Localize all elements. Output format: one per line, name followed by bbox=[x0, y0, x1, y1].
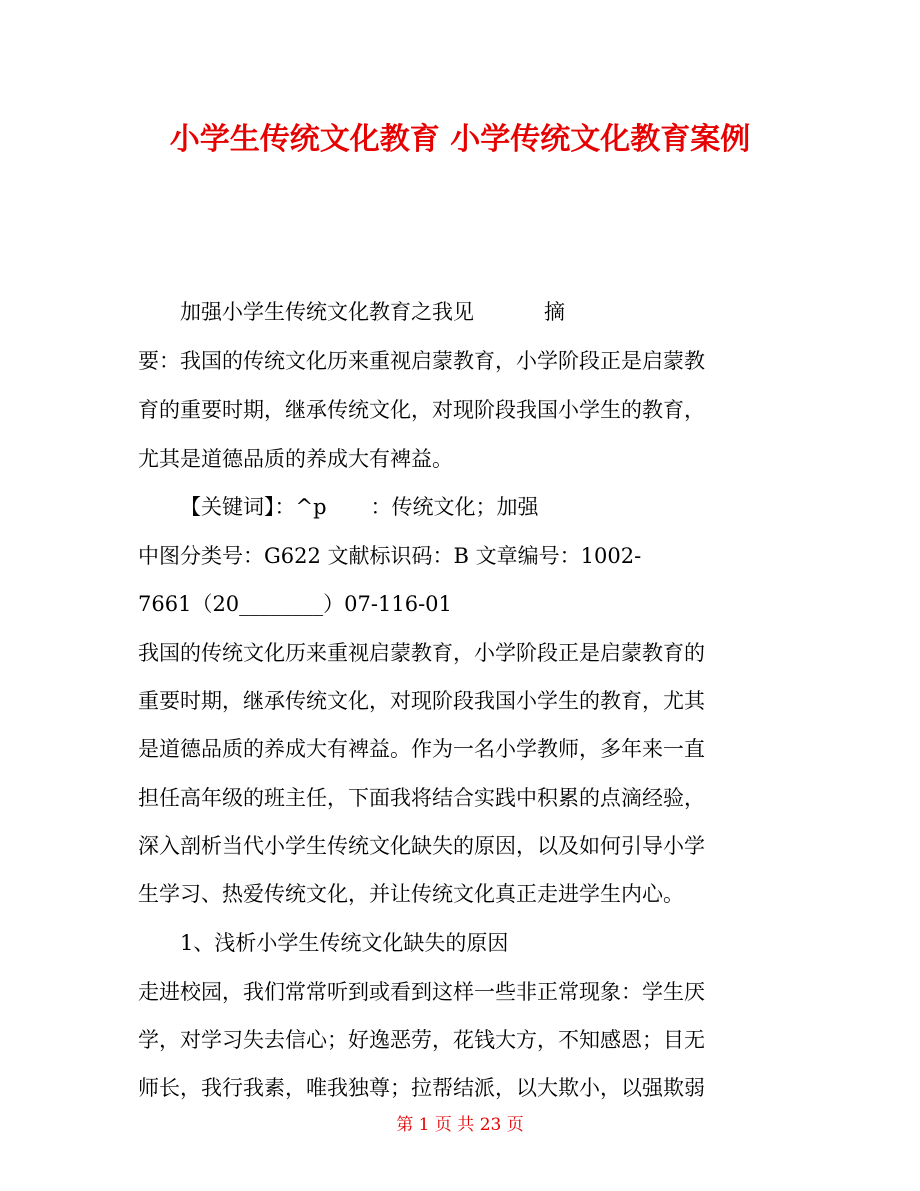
section-line-3: 师长，我行我素，唯我独尊；拉帮结派，以大欺小，以强欺弱 bbox=[138, 1076, 705, 1100]
abstract-label: 摘 bbox=[544, 300, 565, 324]
keywords-prefix: 【关键词】：^p bbox=[180, 495, 327, 519]
classification-line-1: 中图分类号：G622 文献标识码：B 文章编号：1002- bbox=[138, 544, 642, 568]
body-line-3: 是道德品质的养成大有裨益。作为一名小学教师，多年来一直 bbox=[138, 737, 705, 761]
keywords-line bbox=[180, 491, 539, 523]
body-line-6: 生学习、热爱传统文化，并让传统文化真正走进学生内心。 bbox=[138, 882, 684, 906]
body-line-4: 担任高年级的班主任，下面我将结合实践中积累的点滴经验， bbox=[138, 786, 705, 810]
abstract-line-1: 要：我国的传统文化历来重视启蒙教育，小学阶段正是启蒙教 bbox=[138, 349, 705, 373]
section-line-1: 走进校园，我们常常听到或看到这样一些非正常现象：学生厌 bbox=[138, 980, 705, 1004]
abstract-line-2: 育的重要时期，继承传统文化，对现阶段我国小学生的教育， bbox=[138, 398, 705, 422]
article-title-line bbox=[180, 296, 565, 328]
body-line-1: 我国的传统文化历来重视启蒙教育，小学阶段正是启蒙教育的 bbox=[138, 641, 705, 665]
section-heading: 1、浅析小学生传统文化缺失的原因 bbox=[180, 931, 509, 955]
page-number-footer: 第 1 页 共 23 页 bbox=[396, 1115, 524, 1135]
document-title: 小学生传统文化教育 小学传统文化教育案例 bbox=[169, 122, 751, 157]
body-line-2: 重要时期，继承传统文化，对现阶段我国小学生的教育，尤其 bbox=[138, 689, 705, 713]
section-line-2: 学，对学习失去信心；好逸恶劳，花钱大方，不知感恩；目无 bbox=[138, 1028, 705, 1052]
classification-line-2: 7661（20________）07-116-01 bbox=[138, 592, 452, 616]
body-line-5: 深入剖析当代小学生传统文化缺失的原因，以及如何引导小学 bbox=[138, 834, 705, 858]
abstract-line-3: 尤其是道德品质的养成大有裨益。 bbox=[138, 447, 453, 471]
article-title: 加强小学生传统文化教育之我见 bbox=[180, 300, 474, 324]
keywords-value: ：传统文化；加强 bbox=[370, 495, 539, 519]
